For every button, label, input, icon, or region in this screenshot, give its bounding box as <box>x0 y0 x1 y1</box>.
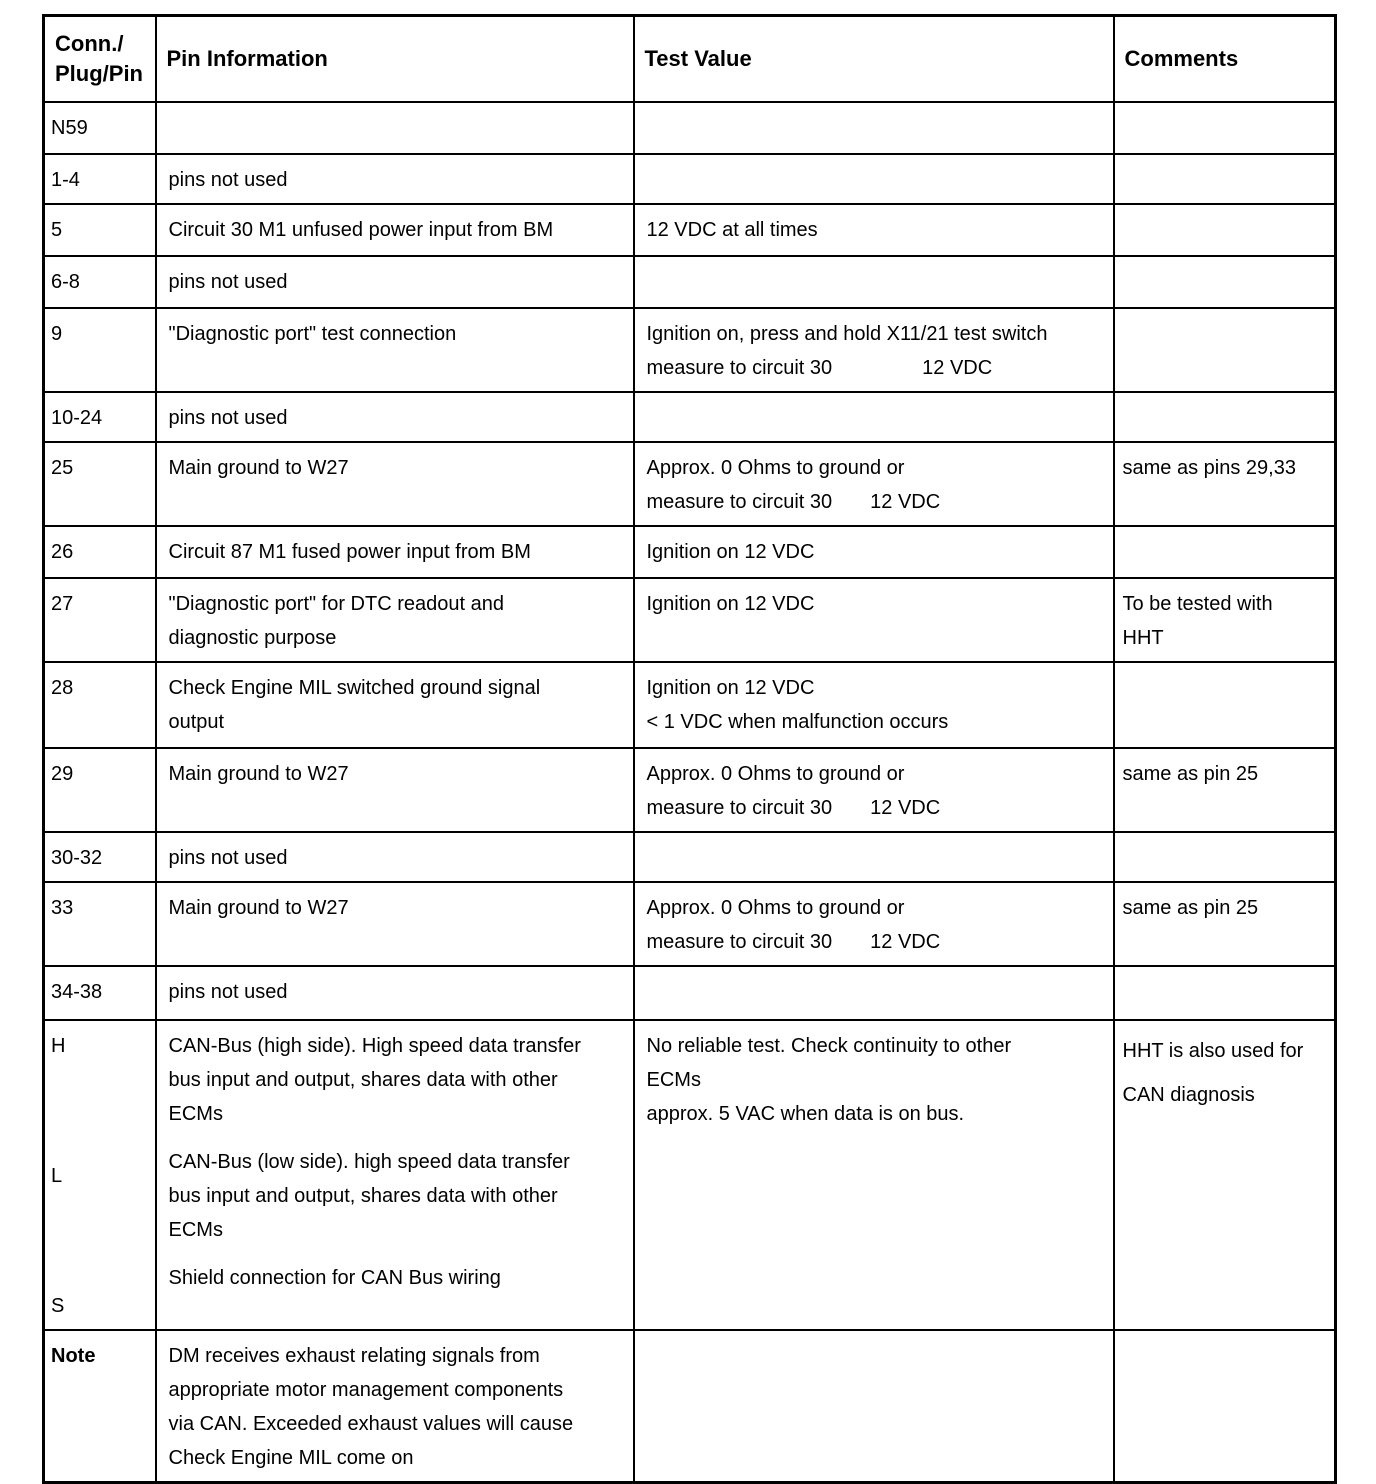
info-cell: Circuit 30 M1 unfused power input from BM <box>156 204 634 256</box>
test-line: Approx. 0 Ohms to ground or <box>646 896 905 919</box>
test-cell: No reliable test. Check continuity to other ECMs approx. 5 VAC when data is on bus. <box>634 1020 1114 1330</box>
test-value: 12 VDC <box>922 356 993 379</box>
pin-cell: 1-4 <box>44 154 156 204</box>
table-row <box>44 662 1336 748</box>
pin-l: L <box>51 1164 63 1187</box>
table-row <box>44 578 1336 662</box>
shield-info: Shield connection for CAN Bus wiring <box>168 1266 501 1289</box>
can-bus-row <box>44 1020 1336 1330</box>
pin-cell <box>44 1020 156 1330</box>
test-line: measure to circuit 30 <box>646 930 833 953</box>
comment-cell <box>1114 154 1336 204</box>
test-cell <box>634 1330 1114 1483</box>
test-cell <box>634 308 1114 392</box>
header-comments: Comments <box>1114 16 1336 102</box>
table-header-row <box>44 16 1336 102</box>
comment-cell <box>1114 832 1336 882</box>
info-cell: "Diagnostic port" for DTC readout and diagnostic purpose <box>156 578 634 662</box>
comment-cell: same as pins 29,33 <box>1114 442 1336 526</box>
test-cell <box>634 882 1114 966</box>
comment-cell <box>1114 662 1336 748</box>
test-cell: 12 VDC at all times <box>634 204 1114 256</box>
pin-cell: 25 <box>44 442 156 526</box>
can-high-info: CAN-Bus (high side). High speed data transfer bus input and output, shares data with other ECMs <box>168 1034 581 1125</box>
table-row <box>44 966 1336 1020</box>
pin-cell: 6-8 <box>44 256 156 308</box>
table-row <box>44 308 1336 392</box>
table-row <box>44 832 1336 882</box>
info-cell <box>156 1020 634 1330</box>
test-line: measure to circuit 30 <box>646 796 833 819</box>
pin-cell: 34-38 <box>44 966 156 1020</box>
note-text: DM receives exhaust relating signals from appropriate motor management components via CAN. Exceeded exhaust values will cause Check Engine MIL come on <box>156 1330 634 1483</box>
comment-cell <box>1114 308 1336 392</box>
comment-cell <box>1114 204 1336 256</box>
header-pin-information: Pin Information <box>156 16 634 102</box>
info-cell: pins not used <box>156 392 634 442</box>
table-row <box>44 748 1336 832</box>
comment-cell: same as pin 25 <box>1114 748 1336 832</box>
comment-cell <box>1114 966 1336 1020</box>
pin-cell: 5 <box>44 204 156 256</box>
pin-cell: N59 <box>44 102 156 154</box>
test-cell <box>634 832 1114 882</box>
test-cell <box>634 256 1114 308</box>
can-low-info: CAN-Bus (low side). high speed data transfer bus input and output, shares data with other ECMs <box>168 1150 570 1241</box>
table-row <box>44 102 1336 154</box>
pin-h: H <box>51 1034 66 1057</box>
info-cell: pins not used <box>156 256 634 308</box>
test-value: 12 VDC <box>870 490 941 513</box>
info-cell: pins not used <box>156 966 634 1020</box>
test-cell: Ignition on 12 VDC < 1 VDC when malfunction occurs <box>634 662 1114 748</box>
comment-cell: To be tested with HHT <box>1114 578 1336 662</box>
info-cell: Check Engine MIL switched ground signal output <box>156 662 634 748</box>
comment-cell <box>1114 256 1336 308</box>
info-cell <box>156 102 634 154</box>
table-row <box>44 526 1336 578</box>
table-row <box>44 204 1336 256</box>
pin-cell: 9 <box>44 308 156 392</box>
info-cell: Main ground to W27 <box>156 748 634 832</box>
test-cell: Ignition on 12 VDC <box>634 526 1114 578</box>
pin-cell: 30-32 <box>44 832 156 882</box>
header-conn-plug-pin: Conn./ Plug/Pin <box>44 16 156 102</box>
test-line: Ignition on, press and hold X11/21 test switch <box>646 322 1048 345</box>
note-label: Note <box>44 1330 156 1483</box>
note-row <box>44 1330 1336 1483</box>
info-cell: Circuit 87 M1 fused power input from BM <box>156 526 634 578</box>
test-cell <box>634 392 1114 442</box>
table-row <box>44 392 1336 442</box>
table-row <box>44 442 1336 526</box>
test-line: Approx. 0 Ohms to ground or <box>646 456 905 479</box>
table-row <box>44 154 1336 204</box>
info-cell: pins not used <box>156 154 634 204</box>
pin-s: S <box>51 1294 65 1317</box>
test-cell <box>634 442 1114 526</box>
pin-cell: 33 <box>44 882 156 966</box>
comment-cell <box>1114 526 1336 578</box>
info-cell: Main ground to W27 <box>156 882 634 966</box>
pin-cell: 26 <box>44 526 156 578</box>
pin-cell: 29 <box>44 748 156 832</box>
test-cell <box>634 966 1114 1020</box>
info-cell: pins not used <box>156 832 634 882</box>
test-cell <box>634 102 1114 154</box>
info-cell: Main ground to W27 <box>156 442 634 526</box>
header-test-value: Test Value <box>634 16 1114 102</box>
table-row <box>44 256 1336 308</box>
comment-cell: same as pin 25 <box>1114 882 1336 966</box>
test-line: measure to circuit 30 <box>646 356 833 379</box>
comment-cell <box>1114 102 1336 154</box>
test-cell: Ignition on 12 VDC <box>634 578 1114 662</box>
test-line: measure to circuit 30 <box>646 490 833 513</box>
pin-cell: 27 <box>44 578 156 662</box>
test-value: 12 VDC <box>870 930 941 953</box>
test-cell <box>634 748 1114 832</box>
pin-information-table <box>42 14 1337 1484</box>
test-cell <box>634 154 1114 204</box>
table-row <box>44 882 1336 966</box>
comment-cell <box>1114 392 1336 442</box>
test-value: 12 VDC <box>870 796 941 819</box>
test-line: Approx. 0 Ohms to ground or <box>646 762 905 785</box>
info-cell: "Diagnostic port" test connection <box>156 308 634 392</box>
pin-cell: 10-24 <box>44 392 156 442</box>
pin-cell: 28 <box>44 662 156 748</box>
comment-cell: HHT is also used for CAN diagnosis <box>1114 1020 1336 1330</box>
comment-cell <box>1114 1330 1336 1483</box>
